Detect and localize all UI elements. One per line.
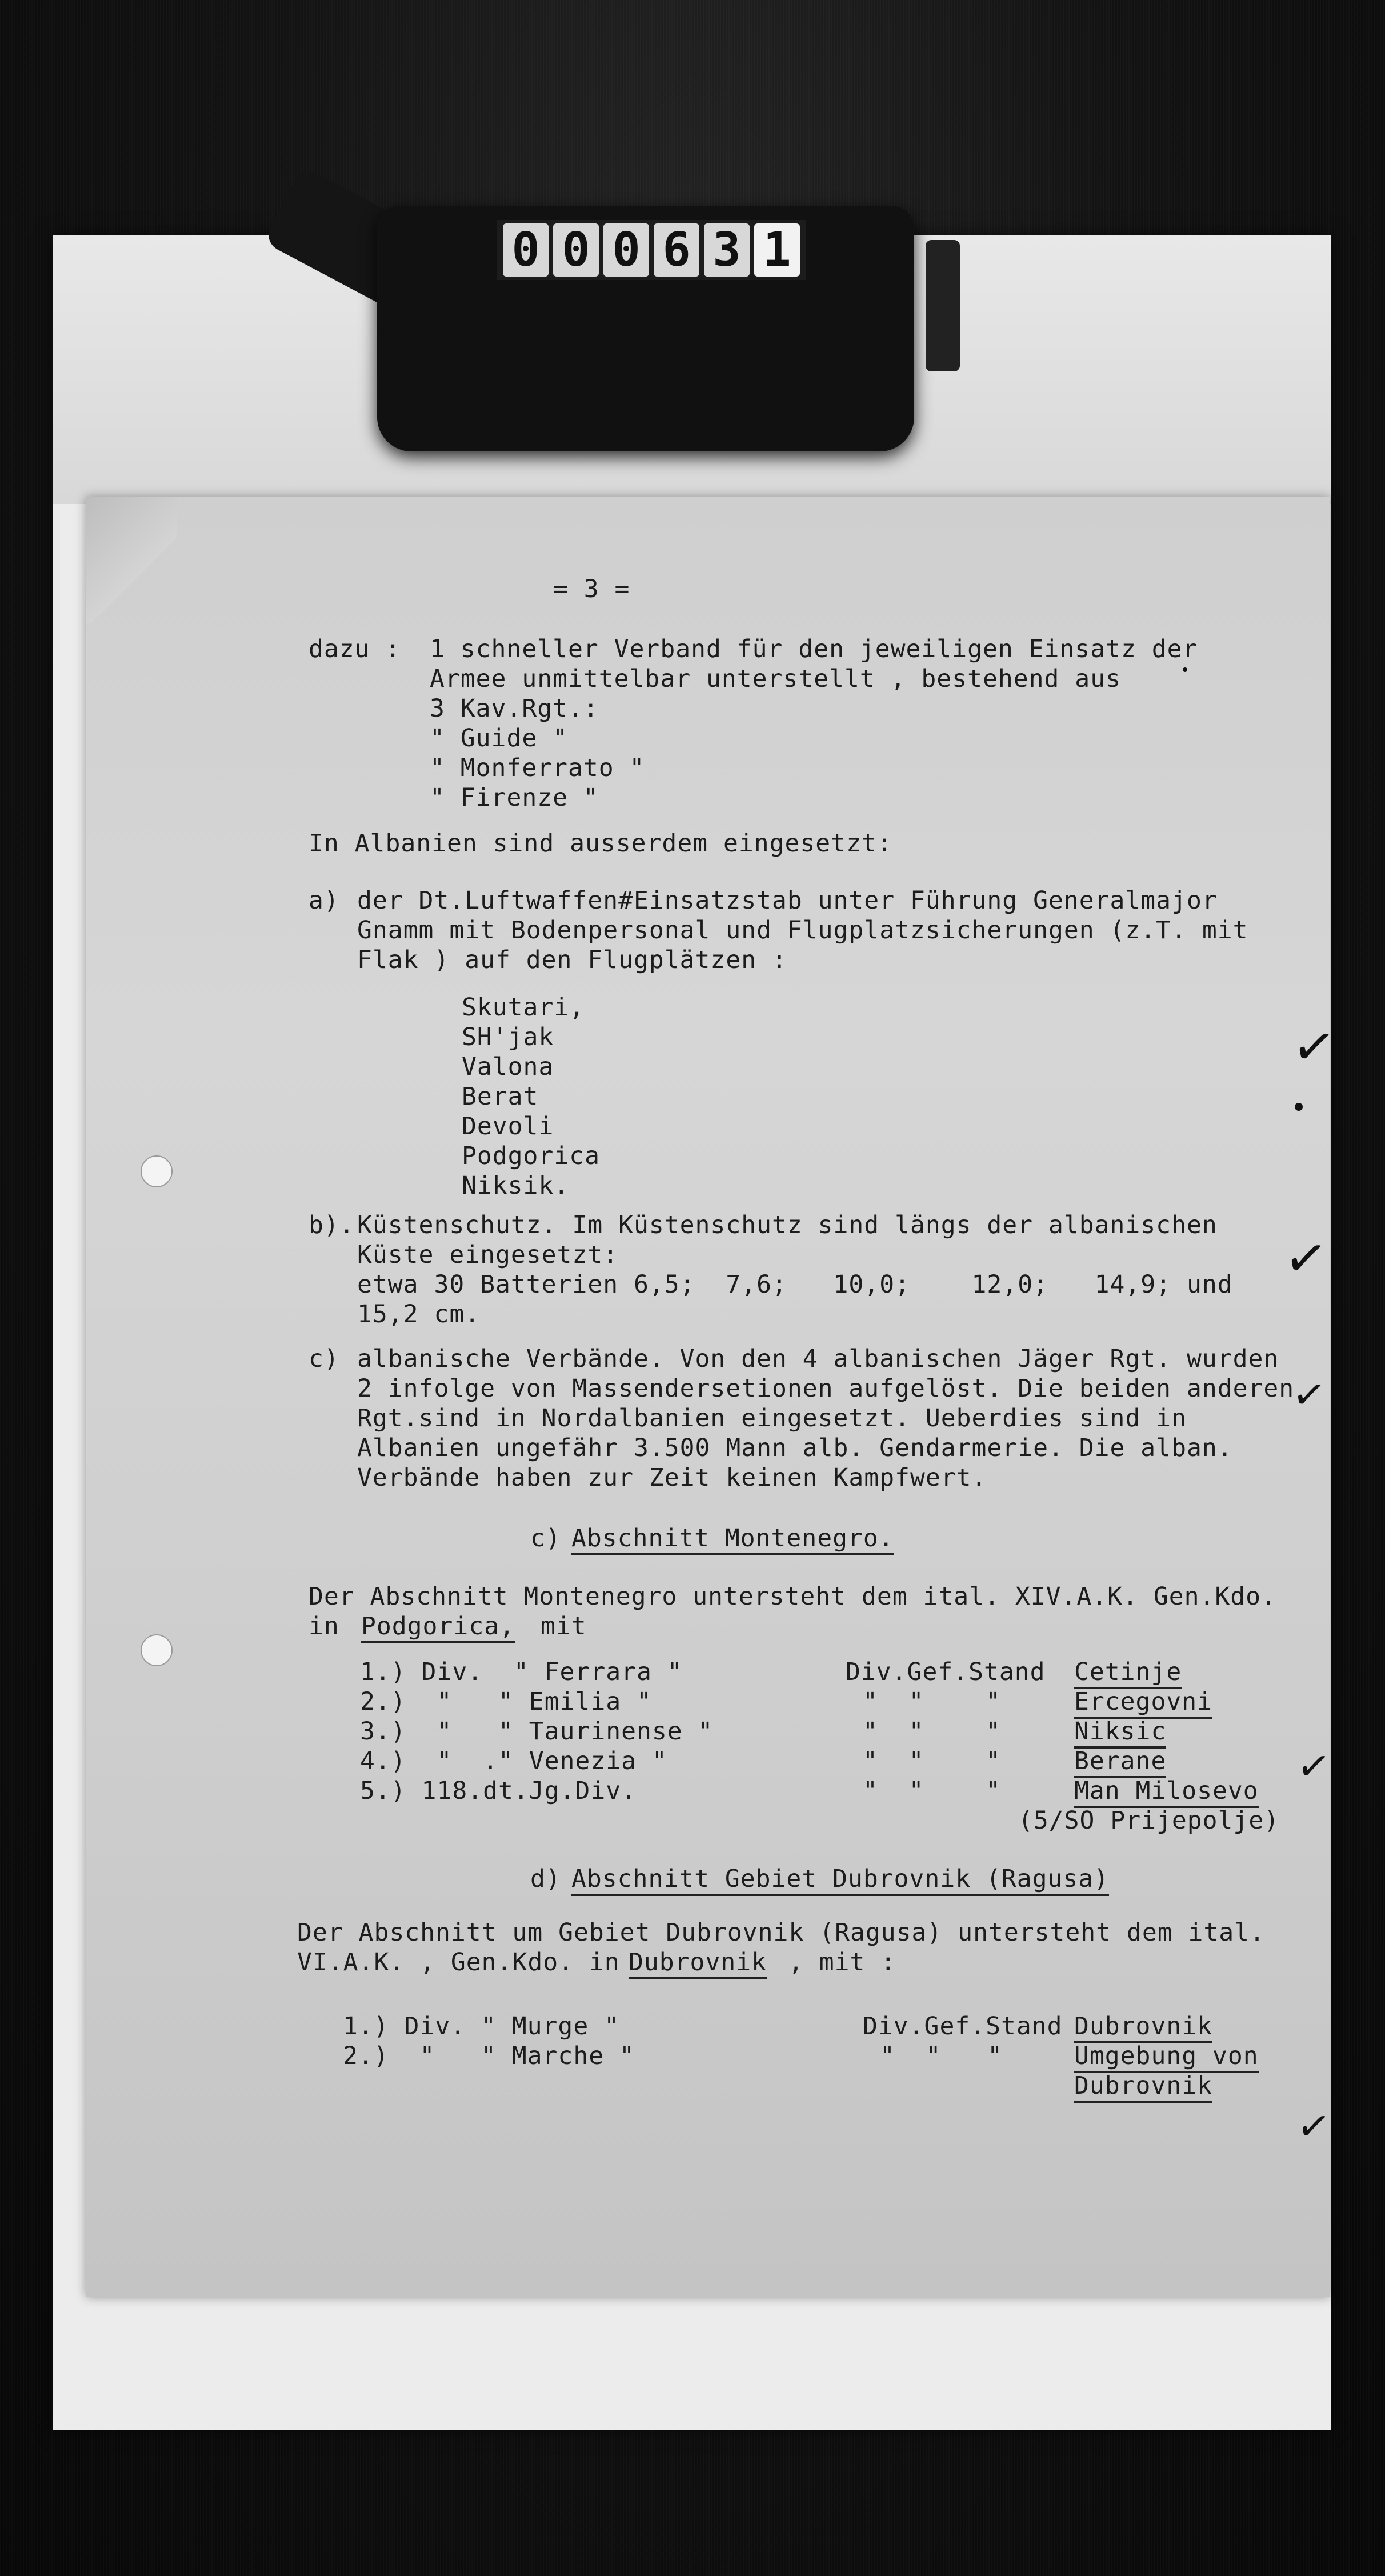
check-mark-icon: ✓ [1289,1369,1330,1421]
section-a-line: Flak ) auf den Flugplätzen : [357,946,787,974]
dubrovnik-city: Dubrovnik [629,1947,767,1979]
section-c-line: albanische Verbände. Von den 4 albanischen Jäger Rgt. wurden [357,1345,1279,1373]
section-c-label: c) [309,1345,339,1373]
frame-counter [497,220,806,280]
section-c-line: Verbände haben zur Zeit keinen Kampfwert. [357,1463,987,1492]
division-place: Ercegovni [1074,1687,1212,1719]
section-a-line: der Dt.Luftwaffen#Einsatzstab unter Führung Generalmajor [357,886,1218,915]
division-row: 1.) Div. " Murge " [343,2012,619,2041]
airfield-item: Skutari, [462,993,585,1022]
division-place: Niksic [1074,1717,1166,1749]
counter-digit: 0 [503,223,549,277]
check-mark-icon: ✓ [1294,2101,1334,2152]
counter-digit: 0 [553,223,599,277]
section-a-label: a) [309,886,339,915]
counter-digit: 0 [603,223,649,277]
ink-dot [1295,1103,1303,1111]
punch-hole [141,1634,173,1666]
airfield-item: Valona [462,1053,554,1081]
airfield-item: SH'jak [462,1023,554,1051]
division-ditto: " " " [880,2042,1003,2070]
dubrovnik-prefix: d) [530,1865,561,1893]
montenegro-intro: Der Abschnitt Montenegro untersteht dem ital. XIV.A.K. Gen.Kdo. [309,1582,1276,1611]
section-b-line: Küstenschutz. Im Küstenschutz sind längs der albanischen [357,1211,1218,1239]
division-place-continued: Dubrovnik [1074,2071,1212,2103]
intro-line: " Firenze " [430,783,599,812]
division-row: 3.) " " Taurinense " [360,1717,714,1746]
airfield-item: Podgorica [462,1142,600,1170]
intro-line: 1 schneller Verband für den jeweiligen Einsatz der [430,635,1198,663]
division-place: Man Milosevo [1074,1776,1259,1808]
division-row: 5.) 118.dt.Jg.Div. [360,1777,637,1805]
division-place: Umgebung von [1074,2041,1259,2073]
dubrovnik-intro: Der Abschnitt um Gebiet Dubrovnik (Ragusa) untersteht dem ital. [297,1918,1265,1947]
montenegro-city: Podgorica, [361,1611,515,1643]
page-fold [86,497,177,623]
section-b-line: 15,2 cm. [357,1300,481,1329]
division-place: Dubrovnik [1074,2011,1212,2043]
division-ditto: " " " [863,1717,1001,1746]
section-a-line: Gnamm mit Bodenpersonal und Flugplatzsicherungen (z.T. mit [357,916,1248,945]
counter-digit: 1 [754,223,800,277]
dubrovnik-col-header: Div.Gef.Stand [863,2012,1063,2041]
counter-knob [926,240,960,371]
albania-heading: In Albanien sind ausserdem eingesetzt: [309,829,892,858]
dubrovnik-intro-post: , mit : [788,1948,896,1977]
section-b-label: b). [309,1211,355,1239]
intro-label: dazu : [309,635,401,663]
section-c-line: Albanien ungefähr 3.500 Mann alb. Gendarmerie. Die alban. [357,1434,1233,1462]
counter-digit: 6 [654,223,699,277]
intro-line: " Monferrato " [430,754,645,782]
intro-line: 3 Kav.Rgt.: [430,694,599,723]
section-c-line: Rgt.sind in Nordalbanien eingesetzt. Ueberdies sind in [357,1404,1187,1433]
page-number: = 3 = [553,575,630,603]
montenegro-col-header: Div.Gef.Stand [846,1658,1046,1686]
division-place: Cetinje [1074,1657,1182,1689]
division-row: 2.) " " Marche " [343,2042,635,2070]
montenegro-intro-mit: mit [541,1612,587,1641]
section-c-line: 2 infolge von Massendersetionen aufgelöst. Die beiden anderen [357,1374,1295,1403]
montenegro-intro-in: in [309,1612,339,1641]
montenegro-title: Abschnitt Montenegro. [571,1523,894,1555]
division-place: Berane [1074,1746,1166,1778]
counter-digit: 3 [704,223,750,277]
montenegro-note: (5/SO Prijepolje) [1018,1806,1280,1835]
dubrovnik-intro-pre: VI.A.K. , Gen.Kdo. in [297,1948,620,1977]
division-row: 1.) Div. " Ferrara " [360,1658,683,1686]
airfield-item: Niksik. [462,1171,570,1200]
airfield-item: Berat [462,1082,539,1111]
division-ditto: " " " [863,1747,1001,1775]
division-row: 4.) " ." Venezia " [360,1747,667,1775]
check-mark-icon: ✓ [1288,1014,1340,1080]
punch-hole [141,1155,173,1187]
section-b-line: Küste eingesetzt: [357,1241,619,1269]
check-mark-icon: ✓ [1294,1741,1334,1792]
section-b-line: etwa 30 Batterien 6,5; 7,6; 10,0; 12,0; 14,9; und [357,1270,1233,1299]
check-mark-icon: ✓ [1280,1226,1332,1291]
division-ditto: " " " [863,1777,1001,1805]
airfield-item: Devoli [462,1112,554,1141]
intro-line: " Guide " [430,724,568,753]
dubrovnik-title: Abschnitt Gebiet Dubrovnik (Ragusa) [571,1864,1109,1896]
intro-line: Armee unmittelbar unterstellt , bestehend aus [430,665,1121,693]
division-ditto: " " " [863,1687,1001,1716]
montenegro-prefix: c) [530,1524,561,1553]
division-row: 2.) " " Emilia " [360,1687,652,1716]
ink-dot [1183,667,1187,672]
